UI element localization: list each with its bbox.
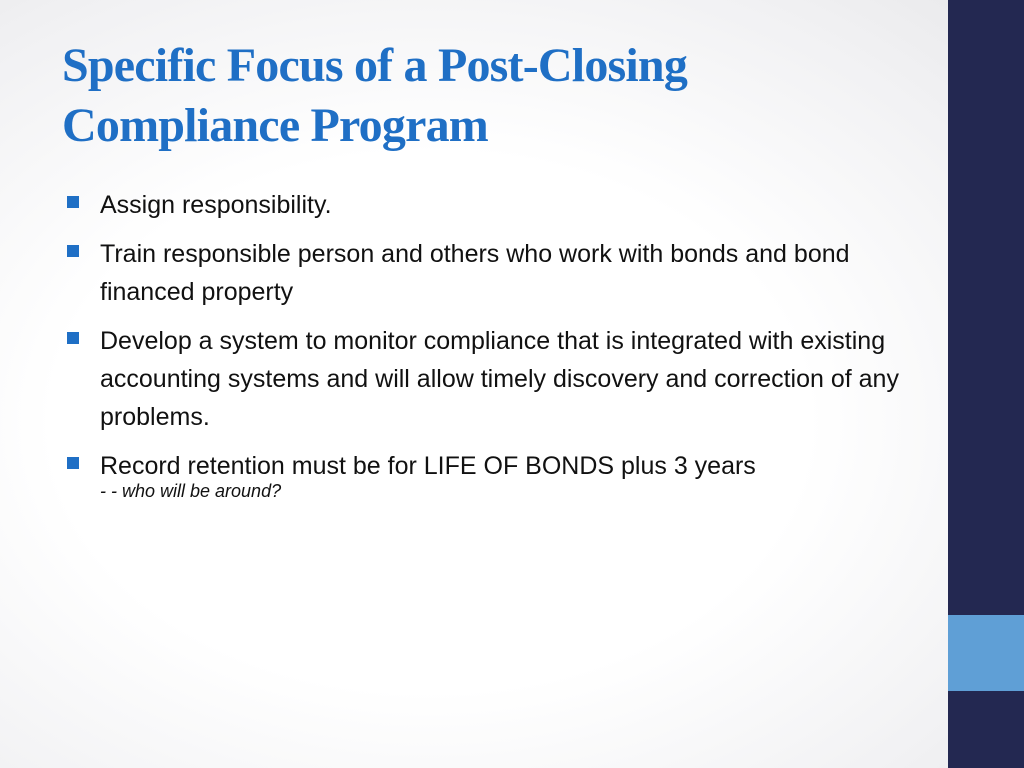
bullet-text: Assign responsibility. — [100, 191, 332, 219]
square-bullet-icon — [67, 332, 79, 344]
square-bullet-icon — [67, 245, 79, 257]
slide-title-line-2: Compliance Program — [62, 99, 488, 152]
bullet-item — [64, 186, 904, 224]
square-bullet-icon — [67, 457, 79, 469]
bullet-text: Develop a system to monitor compliance that is integrated with existing accounting systems and will allow timely discovery and correction of any problems. — [100, 327, 899, 431]
bullet-item — [64, 322, 904, 436]
sidebar-dark-panel-bottom — [948, 691, 1024, 768]
decorative-sidebar — [948, 0, 1024, 768]
bullet-text: Record retention must be for LIFE OF BONDS plus 3 years — [100, 452, 756, 480]
bullet-text: Train responsible person and others who work with bonds and bond financed property — [100, 240, 850, 306]
bullet-subtext: - - who will be around? — [100, 481, 282, 501]
sidebar-accent-block — [948, 615, 1024, 691]
bullet-item — [64, 235, 904, 311]
sidebar-dark-panel — [948, 0, 1024, 615]
bullet-item — [64, 447, 904, 501]
bullet-list — [64, 186, 904, 512]
slide-title-line-1: Specific Focus of a Post-Closing — [62, 39, 688, 92]
slide-title — [62, 36, 932, 156]
square-bullet-icon — [67, 196, 79, 208]
